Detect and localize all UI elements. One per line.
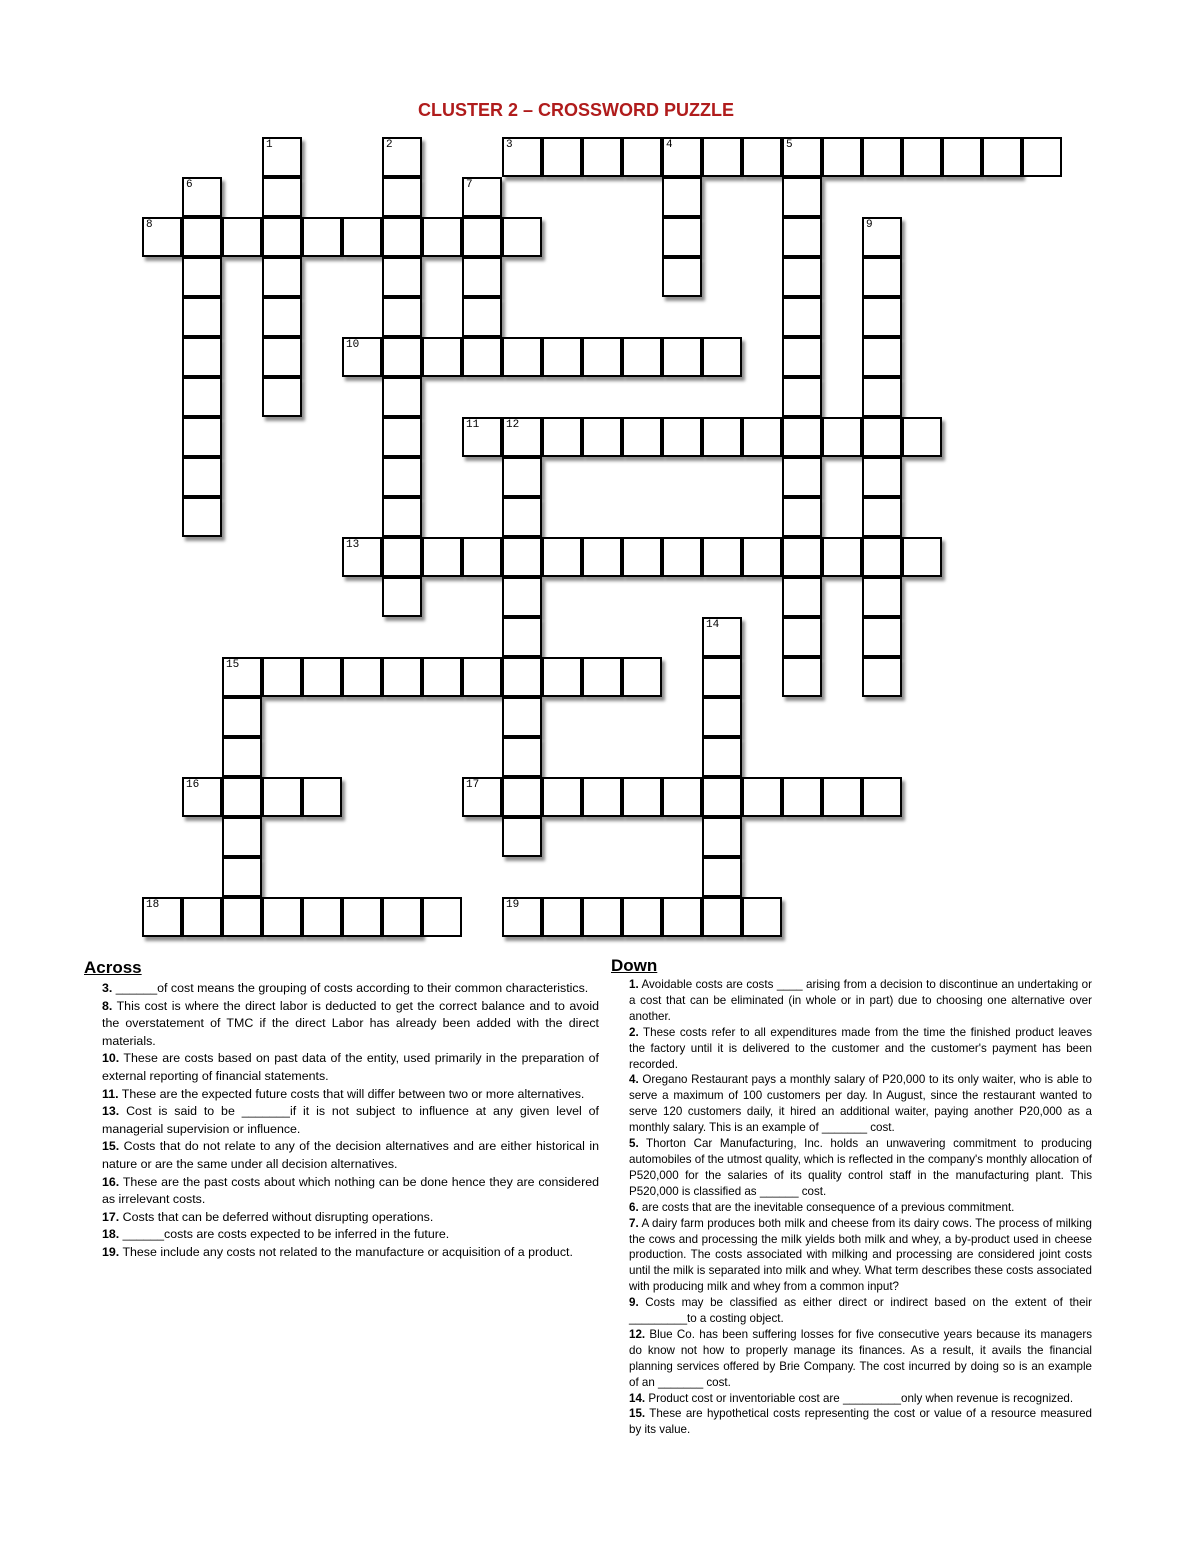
grid-cell[interactable] [702,137,742,177]
across-clue [102,1209,599,1227]
across-heading: Across [84,958,142,977]
grid-cell[interactable] [582,337,622,377]
grid-cell[interactable] [582,897,622,937]
across-clue [102,1174,599,1209]
across-clue [102,998,599,1051]
grid-cell[interactable] [742,137,782,177]
grid-cell[interactable] [702,897,742,937]
down-heading: Down [611,956,658,975]
grid-cell[interactable] [302,657,342,697]
clue-number-label: 4. [629,1073,639,1087]
grid-cell[interactable] [382,497,422,537]
grid-cell[interactable] [182,297,222,337]
grid-cell[interactable] [382,457,422,497]
grid-cell[interactable] [822,537,862,577]
clue-text: are costs that are the inevitable consequence of a previous commitment. [638,1200,1015,1214]
grid-cell[interactable] [182,497,222,537]
grid-cell[interactable] [262,777,302,817]
clue-text: Thorton Car Manufacturing, Inc. holds an unwavering commitment to producing automobiles of the utmost quality, which is reflected in the company's monthly allocation of P520,000 for the salaries of its quality control staff in the manufacturing plant. This P520,000 is classified as ______ cost. [629,1137,1092,1198]
grid-cell[interactable] [382,297,422,337]
grid-cell[interactable] [582,137,622,177]
grid-cell[interactable] [902,537,942,577]
grid-cell[interactable] [262,297,302,337]
grid-cell[interactable] [502,457,542,497]
grid-cell[interactable] [462,777,502,817]
grid-cell[interactable] [702,657,742,697]
grid-cell[interactable] [862,617,902,657]
grid-cell[interactable] [462,337,502,377]
grid-cell[interactable] [582,537,622,577]
grid-cell[interactable] [262,657,302,697]
grid-cell[interactable] [702,417,742,457]
grid-cell[interactable] [662,897,702,937]
grid-cell[interactable] [222,817,262,857]
grid-cell[interactable] [702,817,742,857]
grid-cell[interactable] [262,137,302,177]
grid-cell[interactable] [662,177,702,217]
down-clue [629,1072,1092,1136]
grid-cell[interactable] [502,777,542,817]
clue-number-label: 2. [629,1025,639,1039]
grid-cell[interactable] [662,777,702,817]
grid-cell[interactable] [702,697,742,737]
grid-cell[interactable] [302,897,342,937]
grid-cell[interactable] [422,537,462,577]
across-clue [102,1138,599,1173]
grid-cell[interactable] [222,657,262,697]
grid-cell[interactable] [542,417,582,457]
across-clue [102,1103,599,1138]
grid-cell[interactable] [382,257,422,297]
grid-cell[interactable] [862,297,902,337]
grid-cell[interactable] [502,617,542,657]
clue-number-label: 15. [102,1139,120,1154]
grid-cell[interactable] [462,417,502,457]
clue-text: This cost is where the direct labor is deducted to get the correct balance and to avoid the overstatement of TMC if the direct Labor has already been added with the direct materials. [102,998,599,1048]
clue-text: Costs that can be deferred without disrupting operations. [119,1209,434,1224]
grid-cell[interactable] [142,217,182,257]
clue-text: Cost is said to be _______if it is not subject to influence at any given level of managerial supervision or influence. [102,1104,599,1136]
grid-cell[interactable] [502,137,542,177]
grid-cell[interactable] [862,257,902,297]
clue-number: 14 [706,619,720,631]
grid-cell[interactable] [182,337,222,377]
grid-cell[interactable] [782,337,822,377]
down-clue [629,1200,1092,1216]
clue-number-label: 18. [102,1227,120,1242]
clue-number-label: 12. [629,1327,646,1341]
clue-number-label: 19. [102,1244,120,1259]
grid-cell[interactable] [702,737,742,777]
grid-cell[interactable] [702,537,742,577]
clue-number-label: 14. [629,1391,646,1405]
grid-cell[interactable] [182,417,222,457]
grid-cell[interactable] [662,337,702,377]
grid-cell[interactable] [262,177,302,217]
across-clue [102,980,599,998]
grid-cell[interactable] [502,897,542,937]
clue-number-label: 17. [102,1209,120,1224]
grid-cell[interactable] [782,577,822,617]
clue-number: 19 [506,899,520,911]
clue-number-label: 9. [629,1296,639,1310]
grid-cell[interactable] [502,217,542,257]
grid-cell[interactable] [782,257,822,297]
grid-cell[interactable] [342,657,382,697]
grid-cell[interactable] [702,777,742,817]
grid-cell[interactable] [502,737,542,777]
grid-cell[interactable] [862,417,902,457]
grid-cell[interactable] [502,697,542,737]
clue-text: Costs may be classified as either direct or indirect based on the extent of their _________to a costing object. [629,1296,1092,1326]
grid-cell[interactable] [702,617,742,657]
clue-text: Costs that do not relate to any of the decision alternatives and are either historical in nature or are the same under all decision alternatives. [102,1139,599,1171]
clue-number: 16 [186,779,200,791]
grid-cell[interactable] [502,497,542,537]
grid-cell[interactable] [382,657,422,697]
grid-cell[interactable] [142,897,182,937]
grid-cell[interactable] [942,137,982,177]
grid-cell[interactable] [822,137,862,177]
grid-cell[interactable] [782,537,822,577]
clue-text: These are hypothetical costs representing the cost or value of a resource measured by its value. [629,1407,1092,1437]
clue-number: 11 [466,419,480,431]
grid-cell[interactable] [382,337,422,377]
grid-cell[interactable] [582,417,622,457]
clue-text: Blue Co. has been suffering losses for five consecutive years because its managers do know not how to properly manage its finances. As a result, it avails the financial planning services offered by Brie Company. The cost incurred by doing so is an example of an _______ cost. [629,1327,1092,1389]
clue-number: 8 [146,219,153,231]
grid-cell[interactable] [862,377,902,417]
grid-cell[interactable] [222,697,262,737]
clue-number: 2 [386,139,393,151]
clue-text: Product cost or inventoriable cost are _________only when revenue is recognized. [645,1391,1074,1405]
grid-cell[interactable] [342,337,382,377]
grid-cell[interactable] [862,577,902,617]
grid-cell[interactable] [662,217,702,257]
clue-text: These are the expected future costs that will differ between two or more alternatives. [118,1086,585,1101]
grid-cell[interactable] [422,337,462,377]
clue-number: 4 [666,139,673,151]
down-clue [629,1216,1092,1296]
grid-cell[interactable] [782,777,822,817]
grid-cell[interactable] [382,177,422,217]
grid-cell[interactable] [382,897,422,937]
clue-text: A dairy farm produces both milk and cheese from its dairy cows. The process of milking the cows and processing the milk yields both milk and whey, a by-product used in cheese production. The costs associated with milking and processing are considered joint costs until the milk is separated into milk and whey. What term describes these costs associated with producing milk and whey from a common input? [629,1216,1092,1294]
grid-cell[interactable] [222,777,262,817]
grid-cell[interactable] [462,657,502,697]
clue-number: 9 [866,219,873,231]
grid-cell[interactable] [502,577,542,617]
grid-cell[interactable] [662,537,702,577]
down-clue [629,1391,1092,1407]
grid-cell[interactable] [222,857,262,897]
clue-text: These include any costs not related to the manufacture or acquisition of a product. [119,1244,573,1259]
grid-cell[interactable] [902,137,942,177]
grid-cell[interactable] [382,537,422,577]
grid-cell[interactable] [382,137,422,177]
grid-cell[interactable] [622,537,662,577]
grid-cell[interactable] [542,537,582,577]
grid-cell[interactable] [862,777,902,817]
grid-cell[interactable] [782,417,822,457]
grid-cell[interactable] [462,257,502,297]
grid-cell[interactable] [782,297,822,337]
clue-number: 1 [266,139,273,151]
grid-cell[interactable] [462,297,502,337]
clue-number-label: 8. [102,998,113,1013]
grid-cell[interactable] [302,217,342,257]
grid-cell[interactable] [862,537,902,577]
down-clue [629,1406,1092,1438]
clue-number: 12 [506,419,520,431]
grid-cell[interactable] [182,217,222,257]
clue-number-label: 10. [102,1051,120,1066]
grid-cell[interactable] [862,137,902,177]
down-clue-list [629,977,1092,1438]
grid-cell[interactable] [982,137,1022,177]
grid-cell[interactable] [422,657,462,697]
grid-cell[interactable] [742,417,782,457]
grid-cell[interactable] [222,737,262,777]
grid-cell[interactable] [1022,137,1062,177]
grid-cell[interactable] [582,777,622,817]
grid-cell[interactable] [862,337,902,377]
grid-cell[interactable] [262,897,302,937]
clue-text: These costs refer to all expenditures made from the time the finished product leaves the factory until it is delivered to the customer and the customer's payment has been recorded. [629,1025,1092,1071]
grid-cell[interactable] [622,657,662,697]
grid-cell[interactable] [382,417,422,457]
grid-cell[interactable] [342,217,382,257]
grid-cell[interactable] [782,457,822,497]
grid-cell[interactable] [782,617,822,657]
clue-text: Avoidable costs are costs ____ arising from a decision to discontinue an undertaking or a cost that can be eliminated (in whole or in part) due to choosing one alternative over another. [629,978,1092,1023]
grid-cell[interactable] [622,137,662,177]
grid-cell[interactable] [862,497,902,537]
grid-cell[interactable] [182,897,222,937]
clue-number: 15 [226,659,240,671]
grid-cell[interactable] [222,897,262,937]
grid-cell[interactable] [382,377,422,417]
grid-cell[interactable] [542,657,582,697]
down-clue [629,1136,1092,1200]
grid-cell[interactable] [902,417,942,457]
clue-number-label: 15. [629,1407,646,1421]
grid-cell[interactable] [462,177,502,217]
grid-cell[interactable] [182,777,222,817]
grid-cell[interactable] [542,897,582,937]
clue-text: Oregano Restaurant pays a monthly salary of P20,000 to its only waiter, who is able to serve a maximum of 100 customers per day. In August, since the restaurant wanted to serve 120 customers daily, it hired an additional waiter, paying another P20,000 as a monthly salary. This is an example of _______ cost. [629,1073,1092,1135]
down-clue [629,977,1092,1025]
grid-cell[interactable] [182,177,222,217]
grid-cell[interactable] [502,817,542,857]
clue-number: 10 [346,339,360,351]
grid-cell[interactable] [782,137,822,177]
clue-text: These are costs based on past data of the entity, used primarily in the preparation of external reporting of financial statements. [102,1051,599,1083]
across-clue-list [102,980,599,1262]
clue-number: 7 [466,179,473,191]
clue-number-label: 16. [102,1174,120,1189]
grid-cell[interactable] [782,657,822,697]
grid-cell[interactable] [262,337,302,377]
grid-cell[interactable] [582,657,622,697]
grid-cell[interactable] [782,497,822,537]
clue-number-label: 6. [629,1200,639,1214]
grid-cell[interactable] [862,457,902,497]
grid-cell[interactable] [742,777,782,817]
grid-cell[interactable] [502,657,542,697]
grid-cell[interactable] [502,537,542,577]
grid-cell[interactable] [622,777,662,817]
grid-cell[interactable] [502,337,542,377]
grid-cell[interactable] [662,137,702,177]
grid-cell[interactable] [342,537,382,577]
grid-cell[interactable] [822,417,862,457]
grid-cell[interactable] [662,257,702,297]
clue-text: These are the past costs about which nothing can be done hence they are considered as irrelevant costs. [102,1174,599,1207]
grid-cell[interactable] [262,257,302,297]
grid-cell[interactable] [782,177,822,217]
grid-cell[interactable] [622,897,662,937]
clue-text: ______of cost means the grouping of costs according to their common characteristics. [112,981,589,995]
grid-cell[interactable] [822,777,862,817]
grid-cell[interactable] [462,217,502,257]
across-clue [102,1086,599,1104]
puzzle-title: CLUSTER 2 – CROSSWORD PUZZLE [417,100,735,120]
clue-number: 3 [506,139,513,151]
grid-cell[interactable] [622,417,662,457]
across-clue [102,1050,599,1085]
grid-cell[interactable] [862,217,902,257]
clue-number-label: 1. [629,978,639,991]
grid-cell[interactable] [302,777,342,817]
clue-number: 17 [466,779,480,791]
clue-number-label: 7. [629,1216,639,1230]
clue-number-label: 11. [102,1086,119,1101]
grid-cell[interactable] [422,217,462,257]
grid-cell[interactable] [382,577,422,617]
grid-cell[interactable] [422,897,462,937]
clue-number: 13 [346,539,360,551]
grid-cell[interactable] [182,257,222,297]
grid-cell[interactable] [542,337,582,377]
grid-cell[interactable] [702,337,742,377]
grid-cell[interactable] [462,537,502,577]
grid-cell[interactable] [262,377,302,417]
grid-cell[interactable] [622,337,662,377]
grid-cell[interactable] [382,217,422,257]
grid-cell[interactable] [182,377,222,417]
down-clue [629,1025,1092,1073]
clue-text: ______costs are costs expected to be inferred in the future. [119,1227,450,1242]
grid-cell[interactable] [662,417,702,457]
clue-number: 18 [146,899,160,911]
grid-cell[interactable] [862,657,902,697]
across-clue [102,1226,599,1244]
down-clue [629,1295,1092,1327]
grid-cell[interactable] [542,777,582,817]
grid-cell[interactable] [182,457,222,497]
clue-number: 6 [186,179,193,191]
clue-number-label: 3. [102,981,113,995]
across-clue [102,1244,599,1262]
grid-cell[interactable] [222,217,262,257]
down-clue [629,1327,1092,1391]
grid-cell[interactable] [742,897,782,937]
grid-cell[interactable] [542,137,582,177]
grid-cell[interactable] [782,377,822,417]
grid-cell[interactable] [742,537,782,577]
clue-number: 5 [786,139,793,151]
clue-number-label: 13. [102,1104,120,1119]
clue-number-label: 5. [629,1137,639,1151]
grid-cell[interactable] [702,857,742,897]
grid-cell[interactable] [782,217,822,257]
grid-cell[interactable] [342,897,382,937]
grid-cell[interactable] [502,417,542,457]
grid-cell[interactable] [262,217,302,257]
